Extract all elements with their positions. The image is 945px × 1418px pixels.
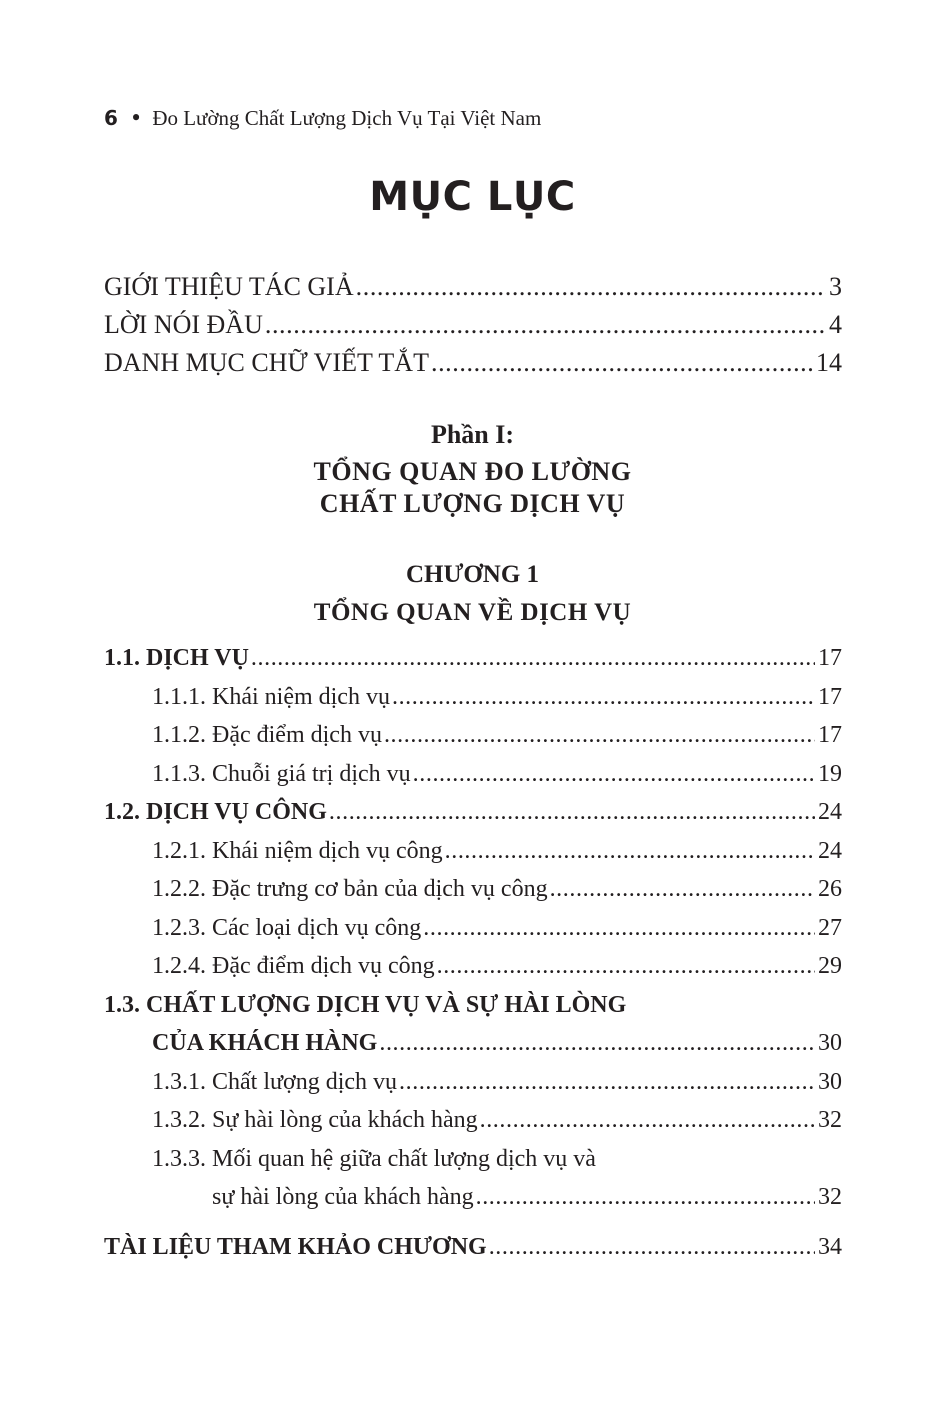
- dot-leader: [265, 310, 826, 340]
- toc-entry-page: 27: [818, 914, 842, 941]
- dot-leader: [392, 684, 815, 711]
- part-title-line: TỔNG QUAN ĐO LƯỜNG: [313, 457, 632, 486]
- toc-entry-label: TÀI LIỆU THAM KHẢO CHƯƠNG: [104, 1233, 487, 1260]
- book-title: Đo Lường Chất Lượng Dịch Vụ Tại Việt Nam: [152, 106, 542, 130]
- toc-section-line1[interactable]: [104, 992, 842, 1031]
- spacer: [104, 1223, 842, 1234]
- toc-entry-page: 34: [818, 1233, 842, 1260]
- toc-section[interactable]: [104, 645, 842, 684]
- toc-entry-page: 26: [818, 876, 842, 902]
- toc-entry-page: 24: [818, 799, 842, 825]
- chapter-toc: [104, 645, 842, 1272]
- chapter-heading: [0, 558, 945, 630]
- dot-leader: [476, 1184, 815, 1211]
- toc-subsection[interactable]: [104, 876, 842, 915]
- toc-subsection[interactable]: [104, 1107, 842, 1146]
- toc-entry-label: 1.1.1. Khái niệm dịch vụ: [152, 683, 390, 710]
- toc-entry-page: 30: [818, 1030, 842, 1056]
- toc-entry-label: 1.3.1. Chất lượng dịch vụ: [152, 1068, 398, 1095]
- toc-entry-page: 30: [818, 1068, 842, 1095]
- toc-entry-label: 1.2.3. Các loại dịch vụ công: [152, 914, 422, 941]
- dot-leader: [431, 348, 813, 378]
- chapter-title: TỔNG QUAN VỀ DỊCH VỤ: [313, 599, 632, 626]
- dot-leader: [437, 953, 815, 980]
- dot-leader: [489, 1234, 815, 1261]
- toc-entry-label: CỦA KHÁCH HÀNG: [152, 1030, 378, 1056]
- toc-entry-label: DANH MỤC CHỮ VIẾT TẮT: [104, 348, 429, 377]
- part-title-line: CHẤT LƯỢNG DỊCH VỤ: [319, 489, 626, 518]
- toc-entry-label: 1.2. DỊCH VỤ CÔNG: [104, 799, 327, 825]
- toc-section[interactable]: [104, 799, 842, 838]
- dot-leader: [399, 1069, 815, 1096]
- toc-entry-label: 1.1. DỊCH VỤ: [104, 645, 249, 671]
- dot-leader: [384, 722, 815, 749]
- toc-entry-label: 1.2.2. Đặc trưng cơ bản của dịch vụ công: [152, 876, 548, 902]
- toc-entry-label: 1.3. CHẤT LƯỢNG DỊCH VỤ VÀ SỰ HÀI LÒNG: [104, 991, 627, 1018]
- toc-entry-page: 32: [818, 1184, 842, 1210]
- part-heading: [0, 418, 945, 520]
- dot-leader: [356, 272, 826, 302]
- toc-entry-page: 3: [829, 272, 842, 301]
- toc-entry-page: 17: [818, 645, 842, 671]
- toc-entry-page: 24: [818, 837, 842, 864]
- running-header: [104, 106, 541, 131]
- toc-subsection[interactable]: [104, 838, 842, 877]
- toc-entry[interactable]: [104, 272, 842, 310]
- toc-entry-page: 17: [818, 683, 842, 710]
- toc-subsection-line2[interactable]: [104, 1184, 842, 1223]
- toc-section-line2[interactable]: [104, 1030, 842, 1069]
- toc-subsection[interactable]: [104, 684, 842, 723]
- toc-subsection[interactable]: [104, 761, 842, 800]
- header-bullet: •: [129, 106, 143, 130]
- dot-leader: [550, 876, 815, 903]
- part-title: [0, 456, 945, 520]
- toc-subsection-line1[interactable]: [104, 1146, 842, 1185]
- front-matter-toc: [104, 272, 842, 386]
- page-number: 6: [104, 106, 118, 130]
- dot-leader: [329, 799, 815, 826]
- toc-entry-label: 1.1.2. Đặc điểm dịch vụ: [152, 722, 382, 748]
- toc-references[interactable]: [104, 1234, 842, 1273]
- dot-leader: [445, 838, 815, 865]
- toc-entry-label: GIỚI THIỆU TÁC GIẢ: [104, 272, 354, 301]
- dot-leader: [423, 915, 815, 942]
- toc-entry-label: 1.3.3. Mối quan hệ giữa chất lượng dịch vụ và: [152, 1145, 596, 1172]
- dot-leader: [379, 1030, 815, 1057]
- toc-entry-page: 17: [818, 722, 842, 748]
- toc-entry-label: LỜI NÓI ĐẦU: [104, 310, 263, 339]
- toc-entry-page: 4: [829, 310, 842, 339]
- toc-subsection[interactable]: [104, 1069, 842, 1108]
- toc-entry-page: 14: [816, 348, 842, 377]
- dot-leader: [480, 1107, 815, 1134]
- toc-entry-page: 19: [818, 760, 842, 787]
- toc-subsection[interactable]: [104, 722, 842, 761]
- toc-entry[interactable]: [104, 310, 842, 348]
- part-label: Phần I:: [430, 420, 515, 449]
- page-title: MỤC LỤC: [369, 174, 576, 220]
- toc-entry-page: 32: [818, 1107, 842, 1133]
- toc-entry-label: 1.1.3. Chuỗi giá trị dịch vụ: [152, 760, 411, 787]
- toc-entry-page: 29: [818, 953, 842, 979]
- toc-entry-label: 1.2.1. Khái niệm dịch vụ công: [152, 837, 443, 864]
- toc-subsection[interactable]: [104, 915, 842, 954]
- dot-leader: [251, 645, 815, 672]
- toc-entry-label: 1.2.4. Đặc điểm dịch vụ công: [152, 953, 435, 979]
- toc-entry-label: 1.3.2. Sự hài lòng của khách hàng: [152, 1107, 478, 1133]
- dot-leader: [413, 761, 815, 788]
- toc-entry[interactable]: [104, 348, 842, 386]
- toc-entry-label: sự hài lòng của khách hàng: [212, 1184, 474, 1210]
- chapter-label: CHƯƠNG 1: [405, 561, 540, 588]
- toc-subsection[interactable]: [104, 953, 842, 992]
